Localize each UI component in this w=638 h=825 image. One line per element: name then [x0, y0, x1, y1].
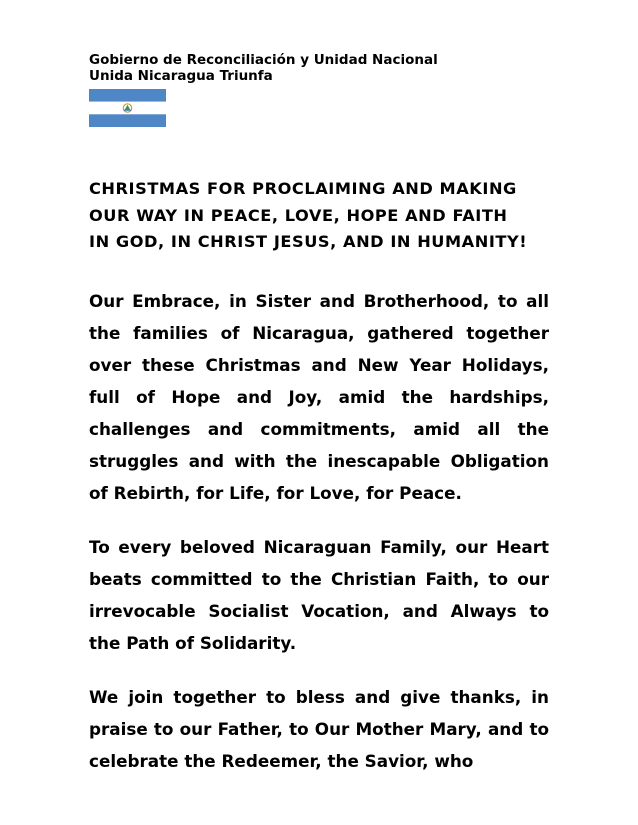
government-slogan: Unida Nicaragua Triunfa: [89, 68, 273, 84]
letter-body: [89, 176, 549, 777]
paragraph-blessing: We join together to bless and give thanks, in praise to our Father, to Our Mother Mary, and to celebrate the Redeemer, the Savior, who: [89, 686, 549, 771]
title-line: OUR WAY IN PEACE, LOVE, HOPE AND FAITH: [89, 205, 508, 225]
letterhead: [89, 52, 438, 84]
government-name: Gobierno de Reconciliación y Unidad Nacional: [89, 52, 438, 68]
letter-title: [89, 176, 549, 256]
title-line: CHRISTMAS FOR PROCLAIMING AND MAKING: [89, 179, 517, 198]
paragraph-family: To every beloved Nicaraguan Family, our Heart beats committed to the Christian Faith, to our irrevocable Socialist Vocation, and Always to the Path of Solidarity.: [89, 536, 549, 653]
title-line: IN GOD, IN CHRIST JESUS, AND IN HUMANITY!: [89, 232, 528, 251]
nicaragua-flag-icon: [89, 89, 166, 127]
paragraph-embrace: Our Embrace, in Sister and Brotherhood, to all the families of Nicaragua, gathered together over these Christmas and New Year Holidays, full of Hope and Joy, amid the hardships, challenges and commitments, amid all the struggles and with the inescapable Obligation of Rebirth, for Life, for Love, for Peace.: [89, 290, 549, 503]
